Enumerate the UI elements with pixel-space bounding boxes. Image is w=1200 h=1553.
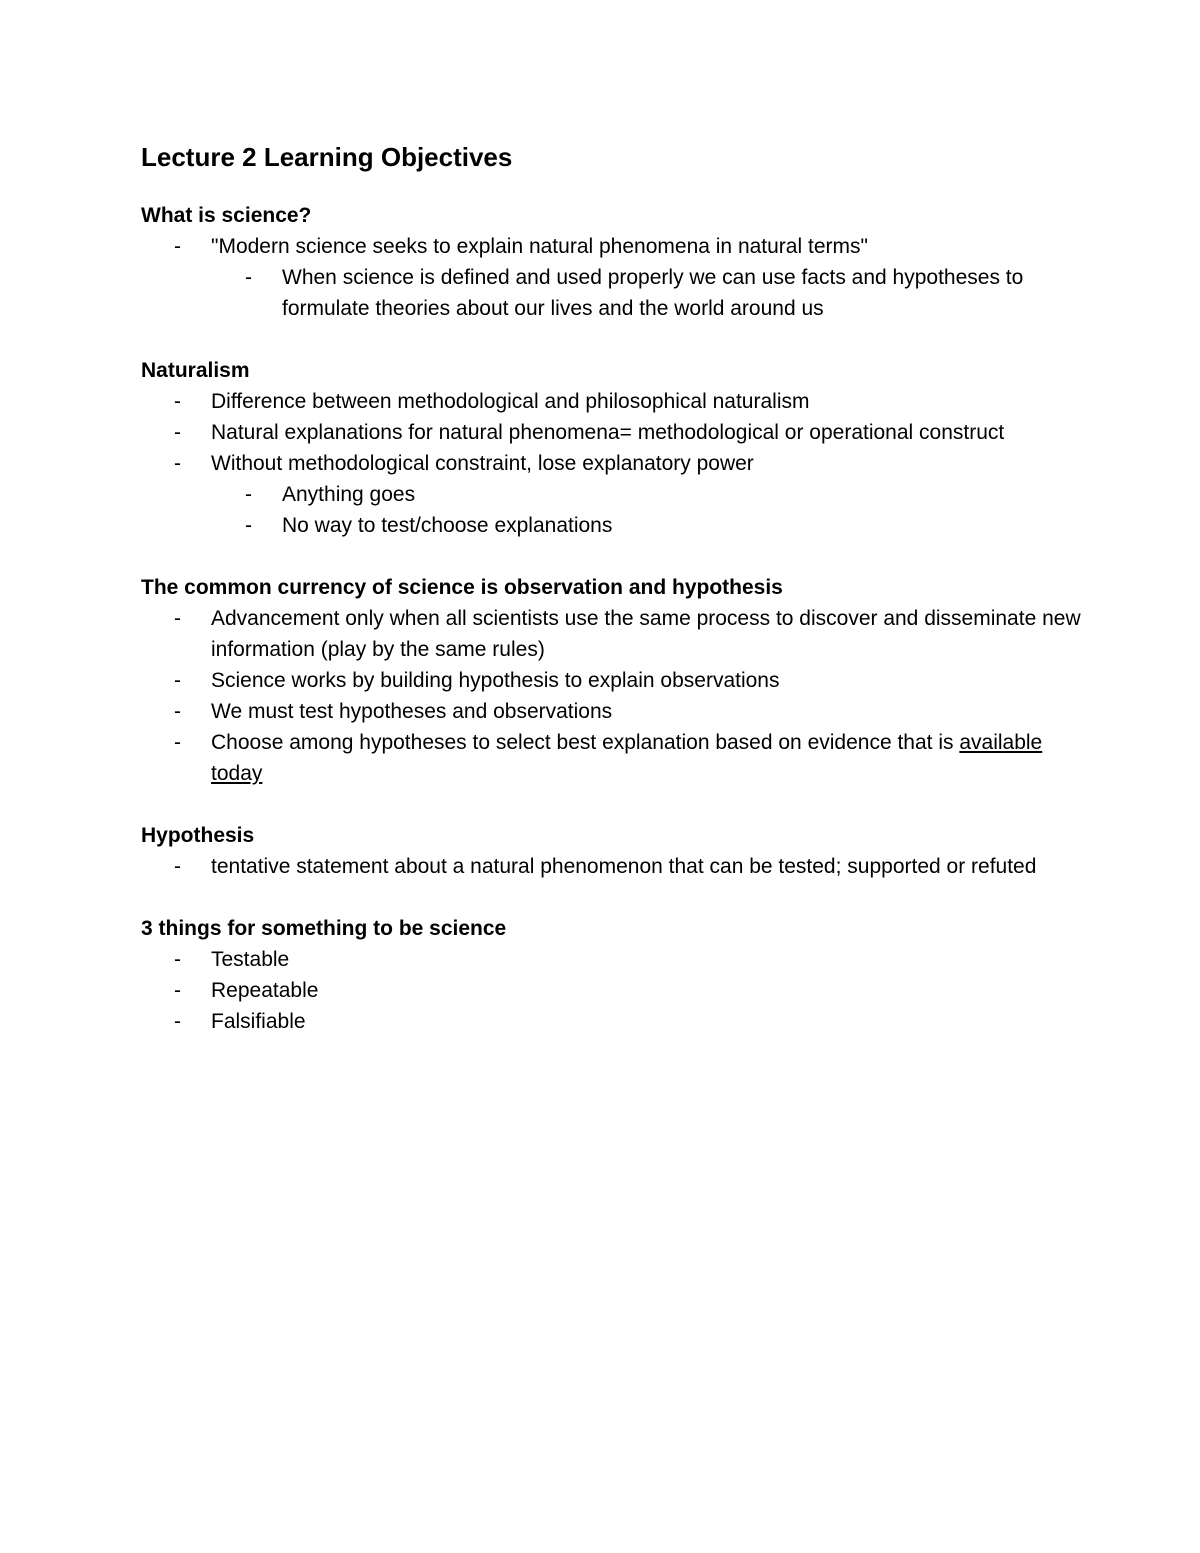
dash-bullet: -	[174, 948, 181, 971]
section-common-currency	[141, 572, 1081, 789]
list-item-text: tentative statement about a natural phenomenon that can be tested; supported or refuted	[211, 855, 1037, 878]
section-naturalism	[141, 355, 1081, 541]
section-three-things	[141, 913, 1081, 1037]
bullet-list	[141, 603, 1081, 789]
list-item-text: Falsifiable	[211, 1010, 306, 1033]
dash-bullet: -	[245, 483, 252, 506]
list-item	[141, 231, 1081, 324]
list-item	[141, 603, 1081, 665]
list-item	[141, 944, 1081, 975]
list-item	[141, 727, 1081, 789]
dash-bullet: -	[174, 700, 181, 723]
list-item	[141, 665, 1081, 696]
sub-list-item-text: No way to test/choose explanations	[282, 514, 613, 537]
bullet-list	[141, 386, 1081, 541]
sub-list-item-text: When science is defined and used properly we can use facts and hypotheses to formulate theories about our lives and the world around us	[282, 266, 1024, 320]
dash-bullet: -	[174, 452, 181, 475]
dash-bullet: -	[174, 1010, 181, 1033]
dash-bullet: -	[174, 731, 181, 754]
sub-list-item	[211, 479, 1081, 510]
sub-list-item	[211, 510, 1081, 541]
dash-bullet: -	[245, 514, 252, 537]
section-heading: The common currency of science is observation and hypothesis	[141, 576, 783, 599]
section-what-is-science	[141, 200, 1081, 324]
bullet-list	[141, 944, 1081, 1037]
dash-bullet: -	[174, 607, 181, 630]
sub-list-item-text: Anything goes	[282, 483, 416, 506]
list-item-text: "Modern science seeks to explain natural phenomena in natural terms"	[211, 235, 868, 258]
section-heading: 3 things for something to be science	[141, 917, 507, 940]
section-heading: Naturalism	[141, 359, 250, 382]
list-item-text: Advancement only when all scientists use the same process to discover and disseminate new information (play by the same rules)	[211, 607, 1081, 661]
sub-bullet-list	[141, 262, 1081, 324]
list-item-text: Natural explanations for natural phenomena= methodological or operational construct	[211, 421, 1005, 444]
dash-bullet: -	[174, 669, 181, 692]
bullet-list	[141, 231, 1081, 324]
list-item-text: Testable	[211, 948, 290, 971]
list-item	[141, 975, 1081, 1006]
dash-bullet: -	[174, 390, 181, 413]
section-heading: Hypothesis	[141, 824, 255, 847]
list-item	[141, 448, 1081, 541]
bullet-list	[141, 851, 1081, 882]
section-hypothesis	[141, 820, 1081, 882]
list-item	[141, 386, 1081, 417]
list-item	[141, 1006, 1081, 1037]
dash-bullet: -	[174, 979, 181, 1002]
list-item	[141, 417, 1081, 448]
section-heading: What is science?	[141, 204, 312, 227]
list-item-text: Science works by building hypothesis to explain observations	[211, 669, 780, 692]
list-item-text: Without methodological constraint, lose explanatory power	[211, 452, 754, 475]
document-page	[141, 138, 1081, 1068]
dash-bullet: -	[174, 235, 181, 258]
sub-list-item	[211, 262, 1081, 324]
page-title: Lecture 2 Learning Objectives	[141, 142, 513, 172]
list-item-text: We must test hypotheses and observations	[211, 700, 613, 723]
list-item-text: Choose among hypotheses to select best explanation based on evidence that is	[211, 731, 954, 754]
sub-bullet-list	[141, 479, 1081, 541]
list-item	[141, 851, 1081, 882]
dash-bullet: -	[245, 266, 252, 289]
list-item	[141, 696, 1081, 727]
list-item-text: Repeatable	[211, 979, 319, 1002]
underlined-text: available today	[211, 731, 1043, 785]
dash-bullet: -	[174, 855, 181, 878]
dash-bullet: -	[174, 421, 181, 444]
list-item-text: Difference between methodological and philosophical naturalism	[211, 390, 810, 413]
